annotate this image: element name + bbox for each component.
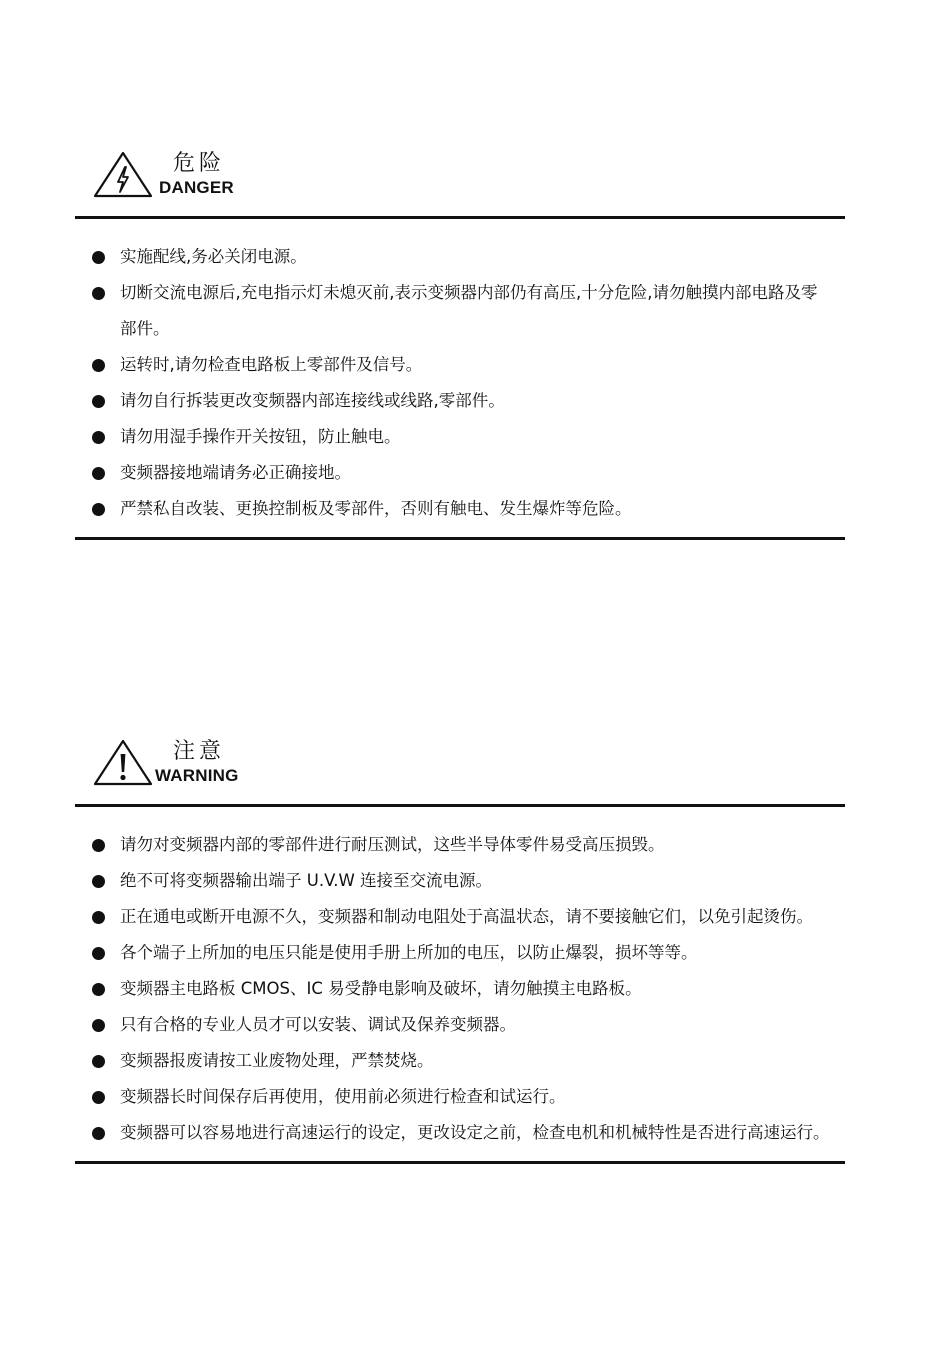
- danger-bottom-rule: [75, 537, 845, 540]
- warning-title-cn: 注意: [173, 739, 226, 764]
- exclamation-warning-icon: [92, 738, 154, 786]
- list-item-text: 绝不可将变频器输出端子 U.V.W 连接至交流电源。: [120, 871, 493, 890]
- list-item-text: 变频器主电路板 CMOS、IC 易受静电影响及破坏，请勿触摸主电路板。: [120, 979, 642, 998]
- list-item-text: 变频器接地端请务必正确接地。: [120, 463, 351, 482]
- bullet-icon: [92, 875, 105, 888]
- list-item-text: 切断交流电源后,充电指示灯未熄灭前,表示变频器内部仍有高压,十分危险,请勿触摸内部电路及零部件。: [120, 283, 818, 338]
- list-item-text: 请勿自行拆装更改变频器内部连接线或线路,零部件。: [120, 391, 505, 410]
- list-item-text: 变频器可以容易地进行高速运行的设定，更改设定之前，检查电机和机械特性是否进行高速运行。: [120, 1123, 830, 1142]
- list-item: [75, 1043, 845, 1079]
- bullet-icon: [92, 251, 105, 264]
- bullet-icon: [92, 1127, 105, 1140]
- bullet-icon: [92, 983, 105, 996]
- list-item: [75, 827, 845, 863]
- list-item: [75, 935, 845, 971]
- list-item-text: 严禁私自改装、更换控制板及零部件，否则有触电、发生爆炸等危险。: [120, 499, 632, 518]
- list-item: [75, 1079, 845, 1115]
- list-item-text: 请勿对变频器内部的零部件进行耐压测试，这些半导体零件易受高压损毁。: [120, 835, 665, 854]
- bullet-icon: [92, 839, 105, 852]
- list-item: [75, 419, 845, 455]
- danger-section: [75, 150, 845, 540]
- list-item: [75, 1007, 845, 1043]
- list-item: [75, 971, 845, 1007]
- list-item: [75, 275, 845, 347]
- list-item: [75, 239, 845, 275]
- bullet-icon: [92, 1019, 105, 1032]
- list-item-text: 变频器报废请按工业废物处理，严禁焚烧。: [120, 1051, 434, 1070]
- warning-list: [75, 807, 845, 1161]
- danger-title-en: DANGER: [159, 178, 234, 197]
- bullet-icon: [92, 359, 105, 372]
- danger-header: [75, 150, 845, 210]
- list-item-text: 实施配线,务必关闭电源。: [120, 247, 307, 266]
- high-voltage-warning-icon: [92, 150, 154, 198]
- danger-list: [75, 219, 845, 537]
- bullet-icon: [92, 395, 105, 408]
- list-item-text: 请勿用湿手操作开关按钮，防止触电。: [120, 427, 401, 446]
- warning-title-en: WARNING: [155, 766, 239, 785]
- list-item: [75, 863, 845, 899]
- bullet-icon: [92, 1055, 105, 1068]
- list-item: [75, 383, 845, 419]
- bullet-icon: [92, 911, 105, 924]
- bullet-icon: [92, 1091, 105, 1104]
- bullet-icon: [92, 947, 105, 960]
- list-item: [75, 491, 845, 527]
- list-item: [75, 347, 845, 383]
- danger-title-cn: 危险: [173, 151, 226, 176]
- list-item: [75, 899, 845, 935]
- list-item-text: 只有合格的专业人员才可以安装、调试及保养变频器。: [120, 1015, 516, 1034]
- list-item-text: 变频器长时间保存后再使用，使用前必须进行检查和试运行。: [120, 1087, 566, 1106]
- list-item-text: 运转时,请勿检查电路板上零部件及信号。: [120, 355, 423, 374]
- list-item: [75, 1115, 845, 1151]
- bullet-icon: [92, 287, 105, 300]
- bullet-icon: [92, 431, 105, 444]
- bullet-icon: [92, 503, 105, 516]
- warning-section: [75, 738, 845, 1164]
- list-item: [75, 455, 845, 491]
- warning-header: [75, 738, 845, 798]
- bullet-icon: [92, 467, 105, 480]
- list-item-text: 各个端子上所加的电压只能是使用手册上所加的电压，以防止爆裂，损坏等等。: [120, 943, 698, 962]
- warning-bottom-rule: [75, 1161, 845, 1164]
- list-item-text: 正在通电或断开电源不久，变频器和制动电阻处于高温状态，请不要接触它们，以免引起烫伤。: [120, 907, 813, 926]
